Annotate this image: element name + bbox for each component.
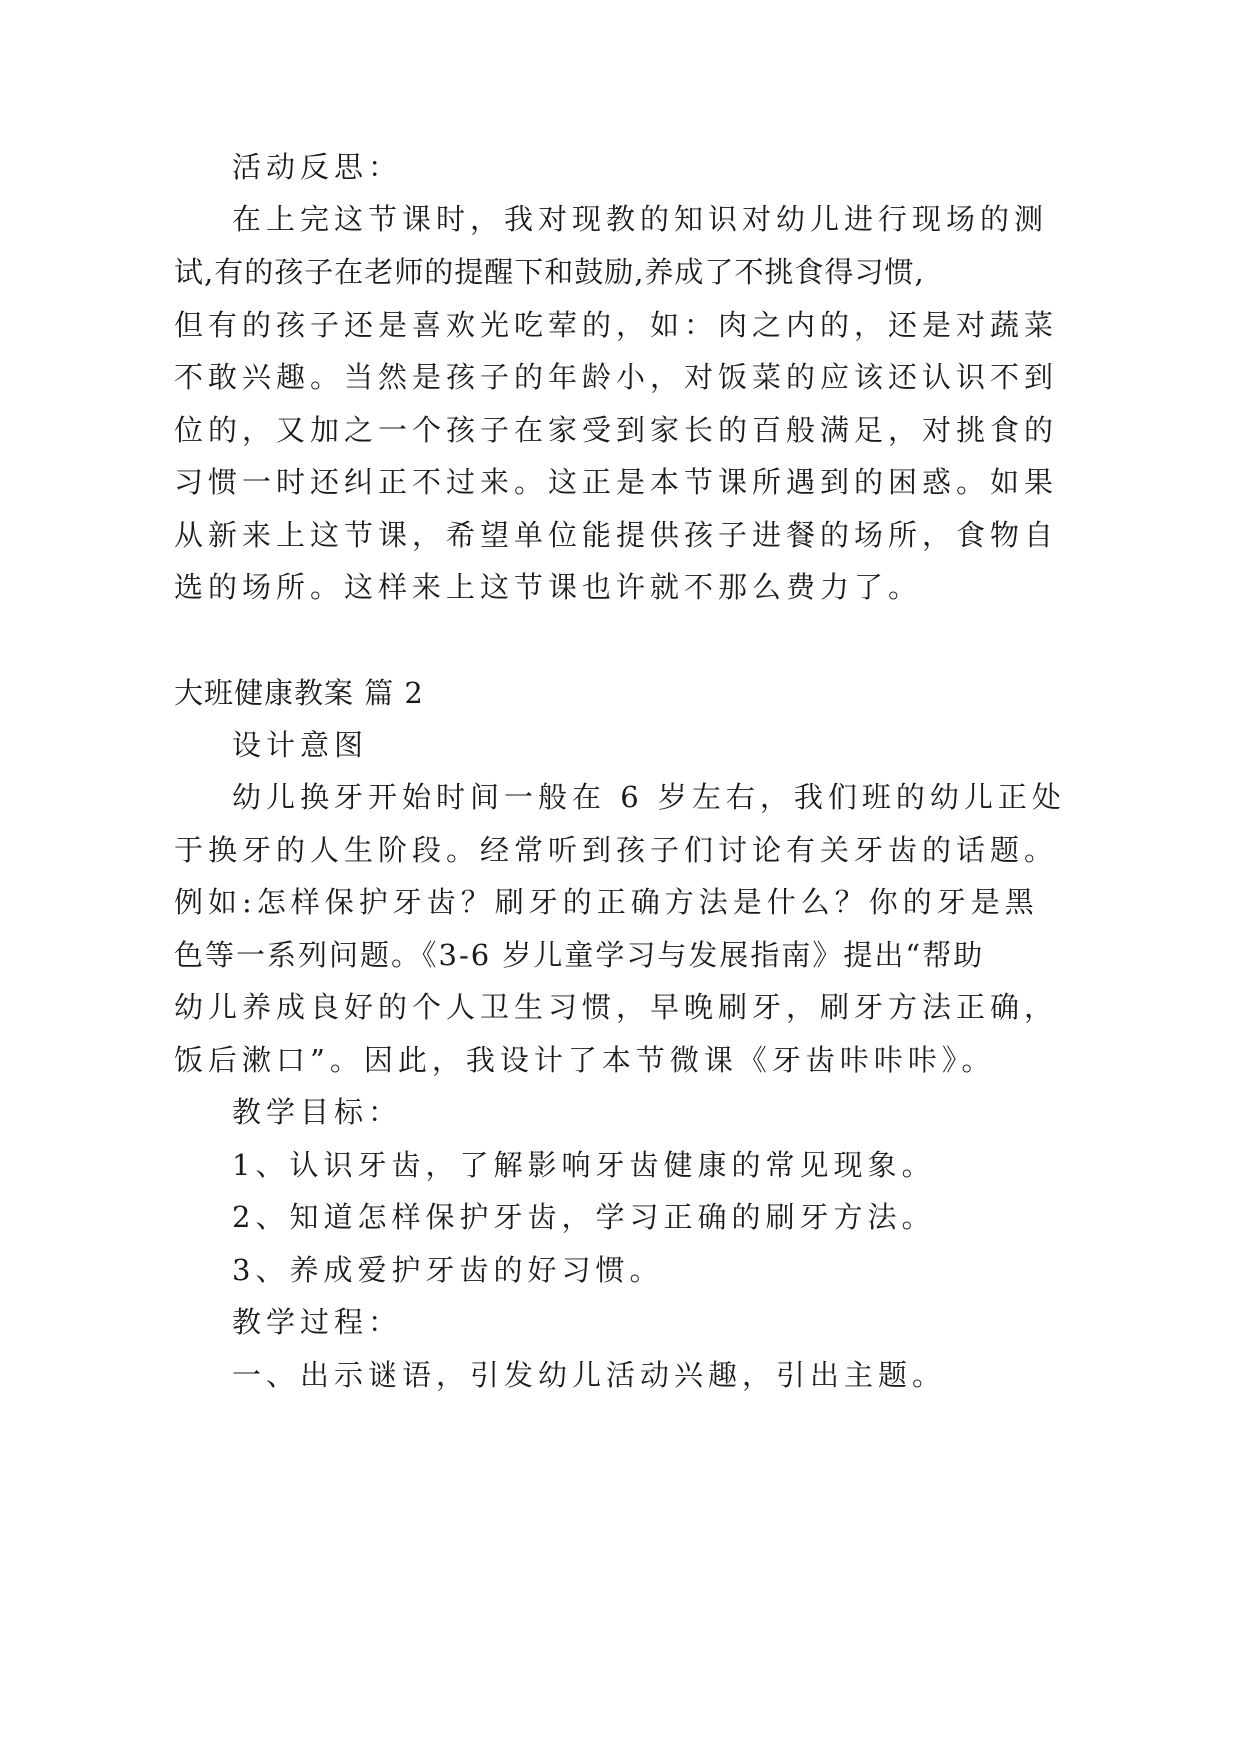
paragraph-line: 饭后漱口”。因此，我设计了本节微课《牙齿咔咔咔》。 <box>174 1043 996 1077</box>
section-heading-goals: 教学目标： <box>232 1095 403 1129</box>
goal-item: 3、养成爱护牙齿的好习惯。 <box>232 1253 664 1287</box>
paragraph-line: 例如:怎样保护牙齿？刷牙的正确方法是什么？你的牙是黑 <box>174 885 1039 919</box>
paragraph-line: 从新来上这节课，希望单位能提供孩子进餐的场所，食物自 <box>174 518 1059 552</box>
paragraph-line: 习惯一时还纠正不过来。这正是本节课所遇到的困惑。如果 <box>174 465 1059 499</box>
section-heading-process: 教学过程： <box>232 1305 403 1339</box>
paragraph-line: 色等一系列问题。《3-6 岁儿童学习与发展指南》提出“帮助 <box>174 938 985 972</box>
paragraph-line: 于换牙的人生阶段。经常听到孩子们讨论有关牙齿的话题。 <box>174 833 1059 867</box>
paragraph-line: 位的，又加之一个孩子在家受到家长的百般满足，对挑食的 <box>174 413 1059 447</box>
paragraph-line: 在上完这节课时，我对现教的知识对幼儿进行现场的测 <box>232 202 1049 236</box>
section-heading-reflection: 活动反思： <box>232 150 403 184</box>
paragraph-line: 但有的孩子还是喜欢光吃荤的，如：肉之内的，还是对蔬菜 <box>174 308 1059 342</box>
paragraph-line: 不敢兴趣。当然是孩子的年龄小，对饭菜的应该还认识不到 <box>174 360 1059 394</box>
section-heading-design: 设计意图 <box>232 728 369 762</box>
lesson-title: 大班健康教案 篇 2 <box>174 676 424 710</box>
paragraph-line: 选的场所。这样来上这节课也许就不那么费力了。 <box>174 570 923 604</box>
paragraph-line: 试,有的孩子在老师的提醒下和鼓励,养成了不挑食得习惯, <box>174 255 925 289</box>
goal-item: 1、认识牙齿，了解影响牙齿健康的常见现象。 <box>232 1148 936 1182</box>
paragraph-line: 幼儿养成良好的个人卫生习惯，早晚刷牙，刷牙方法正确， <box>174 990 1059 1024</box>
paragraph-line: 幼儿换牙开始时间一般在 6 岁左右，我们班的幼儿正处 <box>232 780 1066 814</box>
goal-item: 2、知道怎样保护牙齿，学习正确的刷牙方法。 <box>232 1200 936 1234</box>
process-step: 一、出示谜语，引发幼儿活动兴趣，引出主题。 <box>232 1358 947 1392</box>
